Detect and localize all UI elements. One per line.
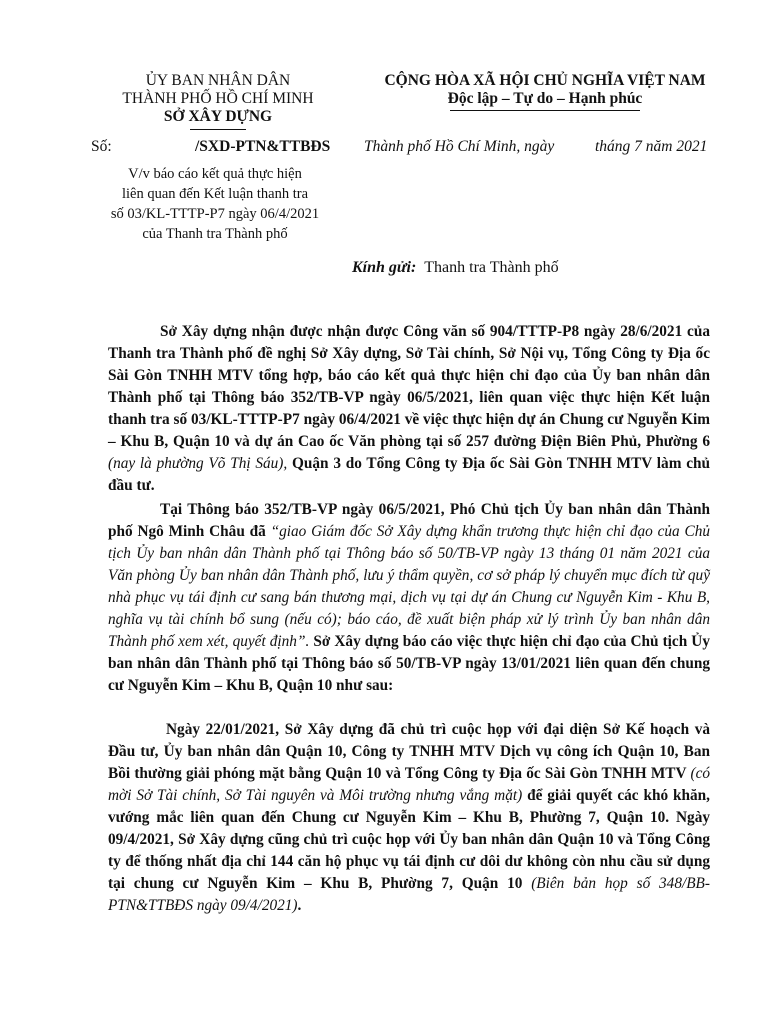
motto-underline — [450, 110, 640, 111]
subject-line-1: V/v báo cáo kết quả thực hiện — [128, 166, 302, 182]
paragraph-1-note: (nay là phường Võ Thị Sáu), — [108, 455, 288, 472]
date-line-place: Thành phố Hồ Chí Minh, ngày — [364, 138, 555, 155]
paragraph-2 — [108, 499, 710, 697]
paragraph-3 — [108, 719, 710, 917]
subject-line-2: liên quan đến Kết luận thanh tra — [121, 186, 309, 202]
paragraph-2-end: Sở Xây dựng báo cáo việc thực hiện chỉ đạo của Chủ tịch Ủy ban nhân dân Thành phố tại Thông báo số 50/TB-VP ngày 13/01/2021 liên quan đến chung cư Nguyễn Kim – Khu B, Quận 10 như sau: — [108, 633, 710, 694]
recipient-line — [352, 259, 559, 277]
paragraph-2-quote: “giao Giám đốc Sở Xây dựng khẩn trương thực hiện chỉ đạo của Chủ tịch Ủy ban nhân dân Thành phố tại Thông báo số 50/TB-VP ngày 13 tháng 01 năm 2021 của Văn phòng Ủy ban nhân dân Thành phố, lưu ý thẩm quyền, cơ sở pháp lý chuyển mục đích từ quỹ nhà phục vụ tái định cư sang bán thương mại, dịch vụ tại dự án Chung cư Nguyễn Kim - Khu B, nghĩa vụ tài chính bổ sung (nếu có); báo cáo, đề xuất biện pháp xử lý trình Ủy ban nhân dân Thành phố xem xét, quyết định”. — [108, 523, 710, 650]
doc-number-code: /SXD-PTN&TTBĐS — [195, 138, 331, 155]
paragraph-3-note: (có mời Sở Tài chính, Sở Tài nguyên và Môi trường nhưng vắng mặt) — [108, 765, 711, 804]
national-motto: Độc lập – Tự do – Hạnh phúc — [447, 90, 643, 107]
paragraph-3-text: Ngày 22/01/2021, Sở Xây dựng đã chủ trì cuộc họp với đại diện Sở Kế hoạch và Đầu tư, Ủy ban nhân dân Quận 10, Công ty TNHH MTV Dịch vụ công ích Quận 10, Ban Bồi thường giải phóng mặt bằng Quận 10 và Tổng Công ty Địa ốc Sài Gòn TNHH MTV — [108, 721, 710, 782]
paragraph-3-body: để giải quyết các khó khăn, vướng mắc liên quan đến Chung cư Nguyễn Kim – Khu B, Phường 7, Quận 10. Ngày 09/4/2021, Sở Xây dựng cũng chủ trì cuộc họp với Ủy ban nhân dân Quận 10 và Tổng Công ty để thống nhất địa chỉ 144 căn hộ phục vụ tái định cư dôi dư không còn nhu cầu sử dụng tại chung cư Nguyễn Kim – Khu B, Phường 7, Quận 10 — [108, 787, 711, 892]
paragraph-3-period: . — [297, 897, 302, 914]
recipient-name: Thanh tra Thành phố — [424, 259, 559, 276]
national-title-block — [355, 72, 735, 111]
subject-block — [70, 164, 360, 244]
issuer-underline — [190, 129, 246, 130]
issuer-line-2: THÀNH PHỐ HỒ CHÍ MINH — [122, 90, 314, 107]
subject-line-4: của Thanh tra Thành phố — [142, 226, 288, 242]
issuer-department: SỞ XÂY DỰNG — [163, 108, 273, 125]
doc-number-label: Số: — [91, 138, 112, 155]
paragraph-1-end: Quận 3 do Tổng Công ty Địa ốc Sài Gòn TNHH MTV làm chủ đầu tư. — [108, 455, 710, 494]
national-title: CỘNG HÒA XÃ HỘI CHỦ NGHĨA VIỆT NAM — [384, 72, 706, 89]
date-line-month-year: tháng 7 năm 2021 — [595, 138, 708, 155]
issuer-block — [88, 72, 348, 130]
issuer-line-1: ỦY BAN NHÂN DÂN — [145, 72, 291, 89]
paragraph-1 — [108, 321, 710, 497]
recipient-label: Kính gửi: — [352, 259, 417, 276]
subject-line-3: số 03/KL-TTTP-P7 ngày 06/4/2021 — [110, 206, 320, 222]
paragraph-2-intro: Tại Thông báo 352/TB-VP ngày 06/5/2021, Phó Chủ tịch Ủy ban nhân dân Thành phố Ngô Minh Châu đã — [108, 501, 710, 540]
doc-number — [91, 138, 112, 156]
paragraph-1-text: Sở Xây dựng nhận được nhận được Công văn số 904/TTTP-P8 ngày 28/6/2021 của Thanh tra Thành phố đề nghị Sở Xây dựng, Sở Tài chính, Sở Nội vụ, Tổng Công ty Địa ốc Sài Gòn TNHH MTV tổng hợp, báo cáo kết quả thực hiện chỉ đạo của Ủy ban nhân dân Thành phố tại Thông báo 352/TB-VP ngày 06/5/2021, liên quan việc thực hiện Kết luận thanh tra số 03/KL-TTTP-P7 ngày 06/4/2021 về việc thực hiện dự án Chung cư Nguyễn Kim – Khu B, Quận 10 và dự án Cao ốc Văn phòng tại số 257 đường Điện Biên Phủ, Phường 6 — [108, 323, 710, 450]
paragraph-3-reference: (Biên bản họp số 348/BB-PTN&TTBĐS ngày 09/4/2021) — [108, 875, 710, 914]
